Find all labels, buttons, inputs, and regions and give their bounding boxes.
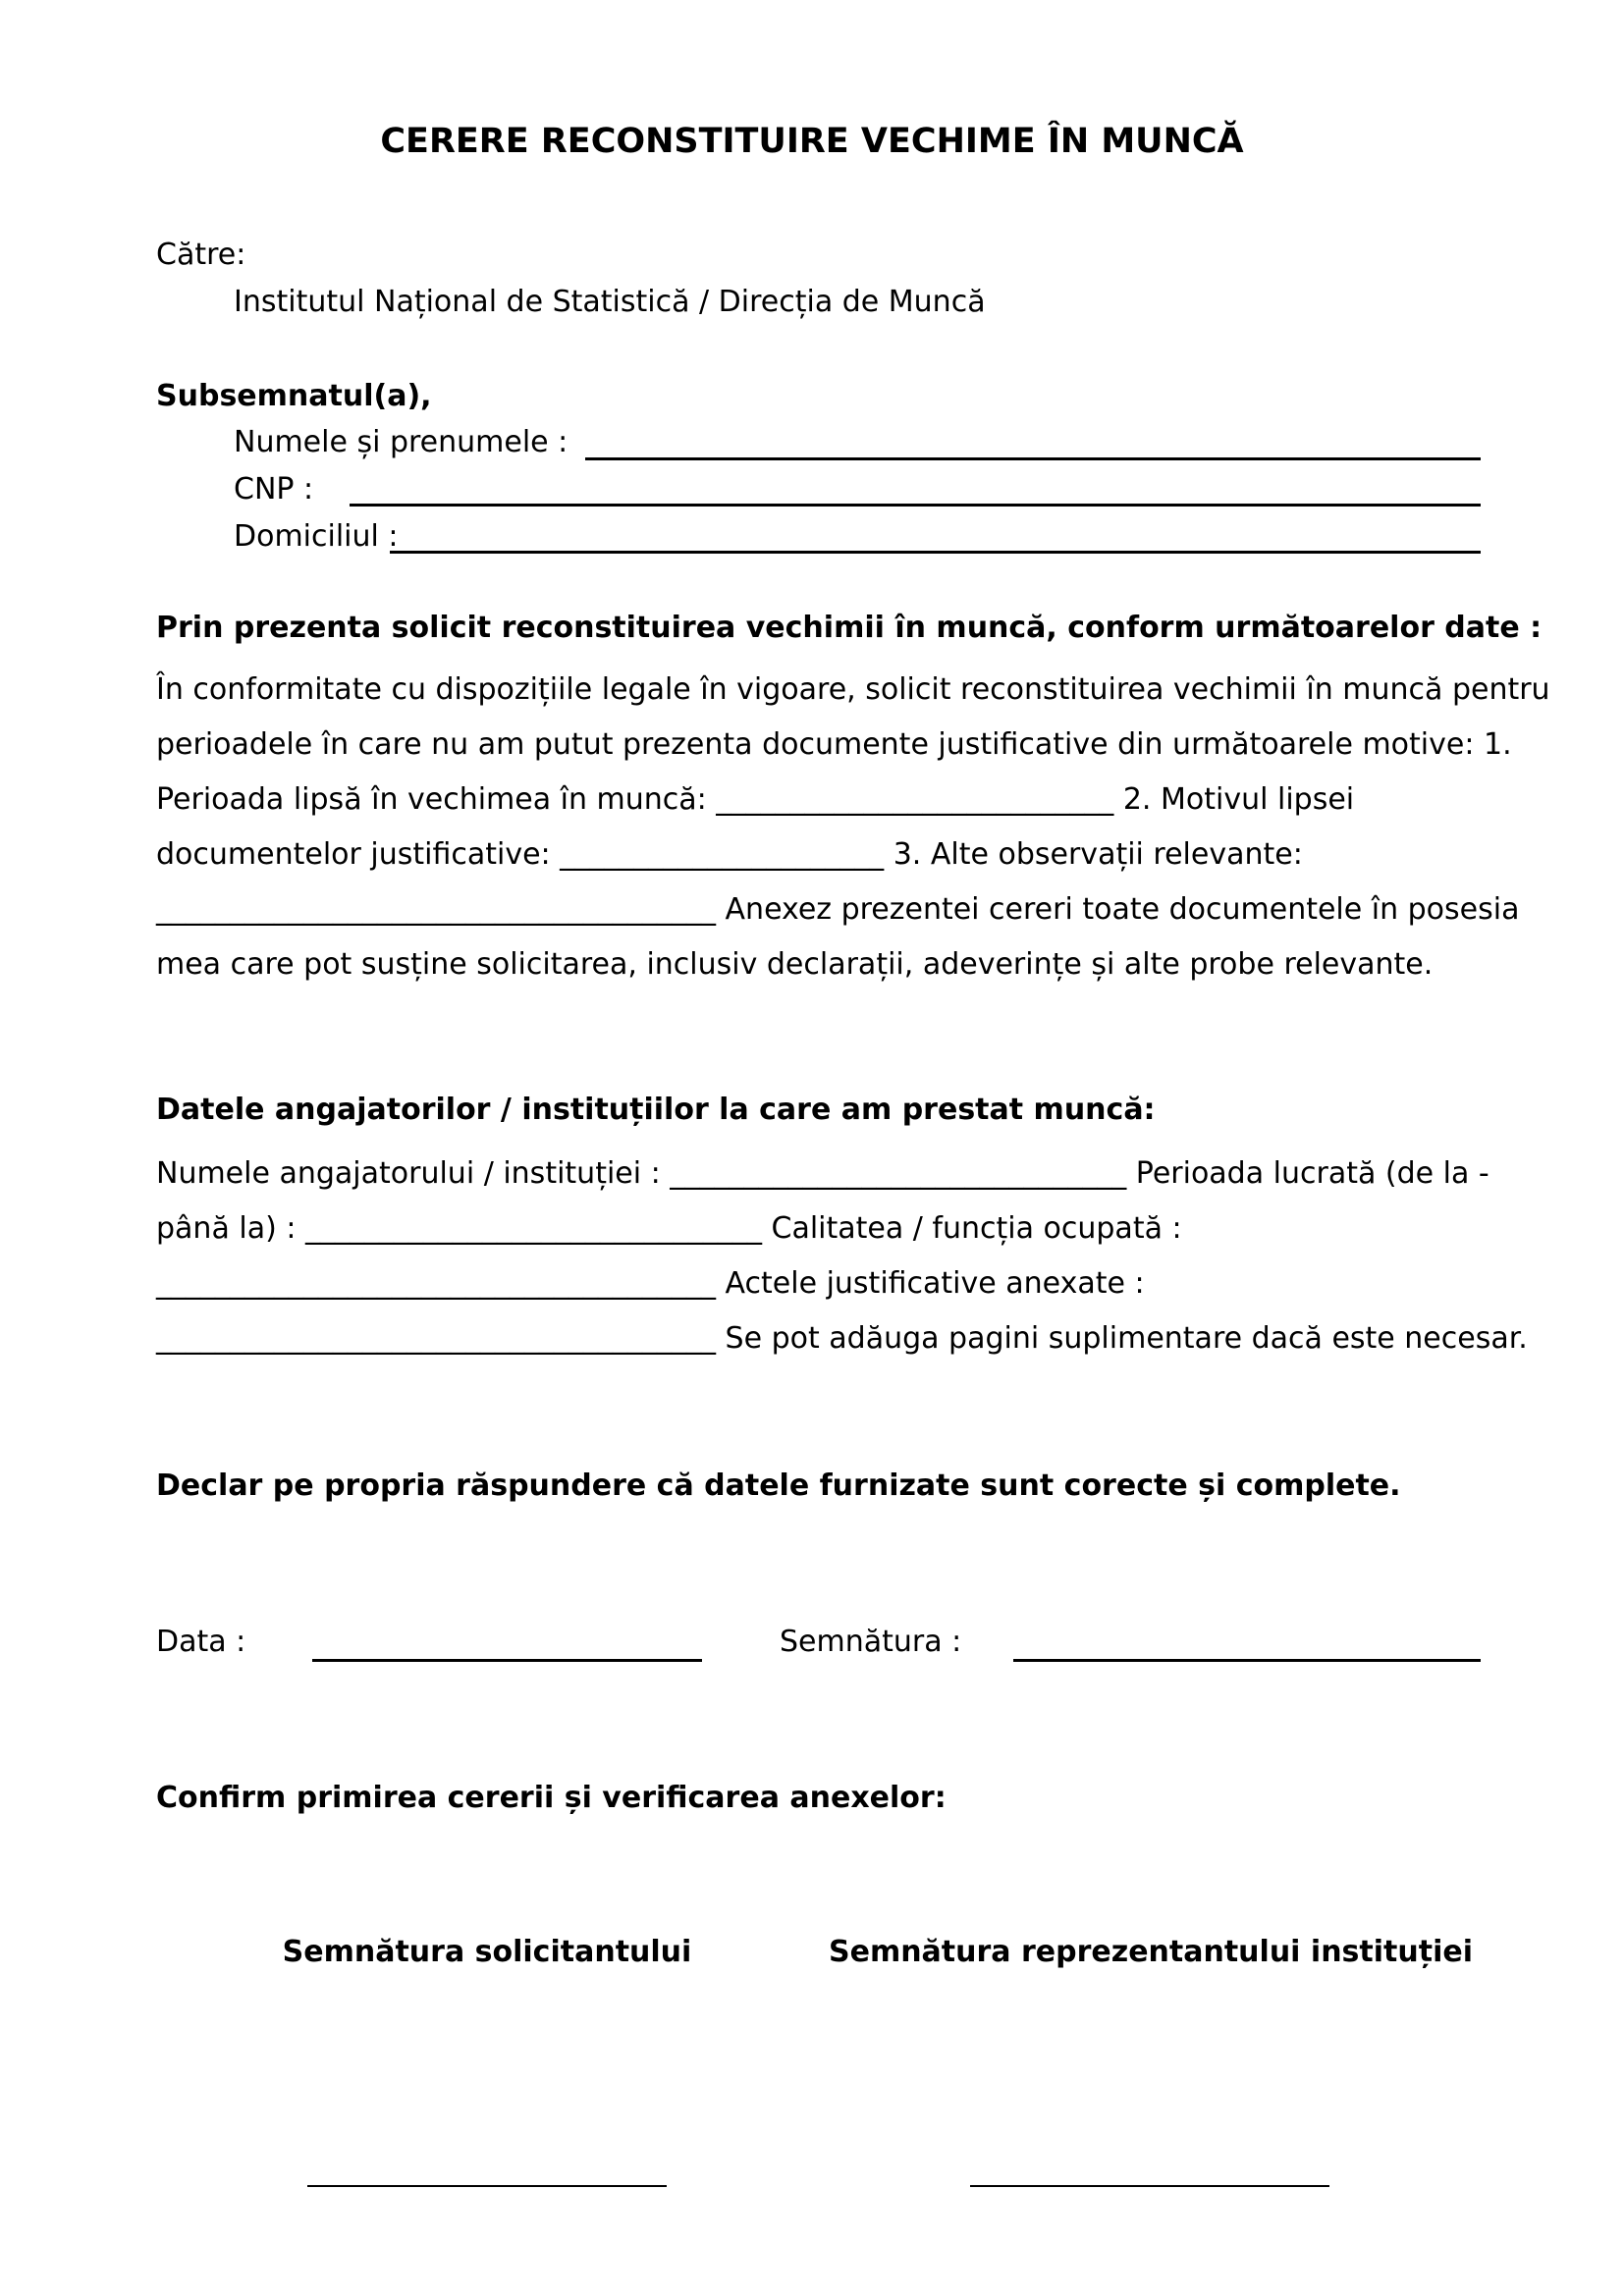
name-label: Numele și prenumele :	[234, 425, 568, 459]
request-line: documentelor justificative: ______________________ 3. Alte observații relevante:	[156, 837, 1303, 872]
request-line: ______________________________________ Anexez prezentei cereri toate documentele în posesia	[156, 892, 1520, 927]
document-title: CERERE RECONSTITUIRE VECHIME ÎN MUNCĂ	[380, 122, 1244, 161]
employers-heading: Datele angajatorilor / instituțiilor la care am prestat muncă:	[156, 1093, 1156, 1127]
cnp-field-line[interactable]	[350, 504, 1481, 507]
request-heading: Prin prezenta solicit reconstituirea vechimii în muncă, conform următoarelor date :	[156, 611, 1543, 645]
request-line: Perioada lipsă în vechimea în muncă: ___________________________ 2. Motivul lipsei	[156, 782, 1355, 817]
request-line: În conformitate cu dispozițiile legale în vigoare, solicit reconstituirea vechimii în muncă pentru	[156, 672, 1550, 707]
institution-signature-label: Semnătura reprezentantului instituției	[828, 1935, 1473, 1969]
cnp-label: CNP :	[234, 472, 314, 507]
employers-paragraph	[156, 1147, 1528, 1366]
recipient-value: Institutul Național de Statistică / Direcția de Muncă	[234, 285, 986, 319]
employers-line: Numele angajatorului / instituției : _______________________________ Perioada lucrată (de la -	[156, 1156, 1489, 1191]
recipient-label: Către:	[156, 238, 246, 272]
declaration-text: Declar pe propria răspundere că datele furnizate sunt corecte și complete.	[156, 1468, 1401, 1503]
signature-field-line[interactable]	[1013, 1659, 1481, 1662]
request-paragraph	[156, 663, 1550, 992]
address-label: Domiciliul :	[234, 519, 399, 554]
signature-label: Semnătura :	[780, 1625, 962, 1659]
date-label: Data :	[156, 1625, 246, 1659]
employers-line: ______________________________________ Se pot adăuga pagini suplimentare dacă este necesar.	[156, 1321, 1528, 1356]
date-field-line[interactable]	[312, 1659, 702, 1662]
request-line: mea care pot susține solicitarea, inclusiv declarații, adeverințe și alte probe relevante.	[156, 947, 1434, 982]
request-line: perioadele în care nu am putut prezenta documente justificative din următoarele motive: 1.	[156, 727, 1512, 762]
employers-line: până la) : _______________________________ Calitatea / funcția ocupată :	[156, 1211, 1182, 1246]
confirmation-text: Confirm primirea cererii și verificarea anexelor:	[156, 1781, 947, 1815]
employers-line: ______________________________________ Actele justificative anexate :	[156, 1266, 1145, 1301]
name-field-line[interactable]	[585, 457, 1481, 460]
applicant-signature-line[interactable]	[307, 2185, 667, 2187]
applicant-signature-label: Semnătura solicitantului	[282, 1935, 692, 1969]
institution-signature-line[interactable]	[970, 2185, 1329, 2187]
applicant-heading: Subsemnatul(a),	[156, 379, 432, 413]
address-field-line[interactable]	[390, 551, 1481, 554]
